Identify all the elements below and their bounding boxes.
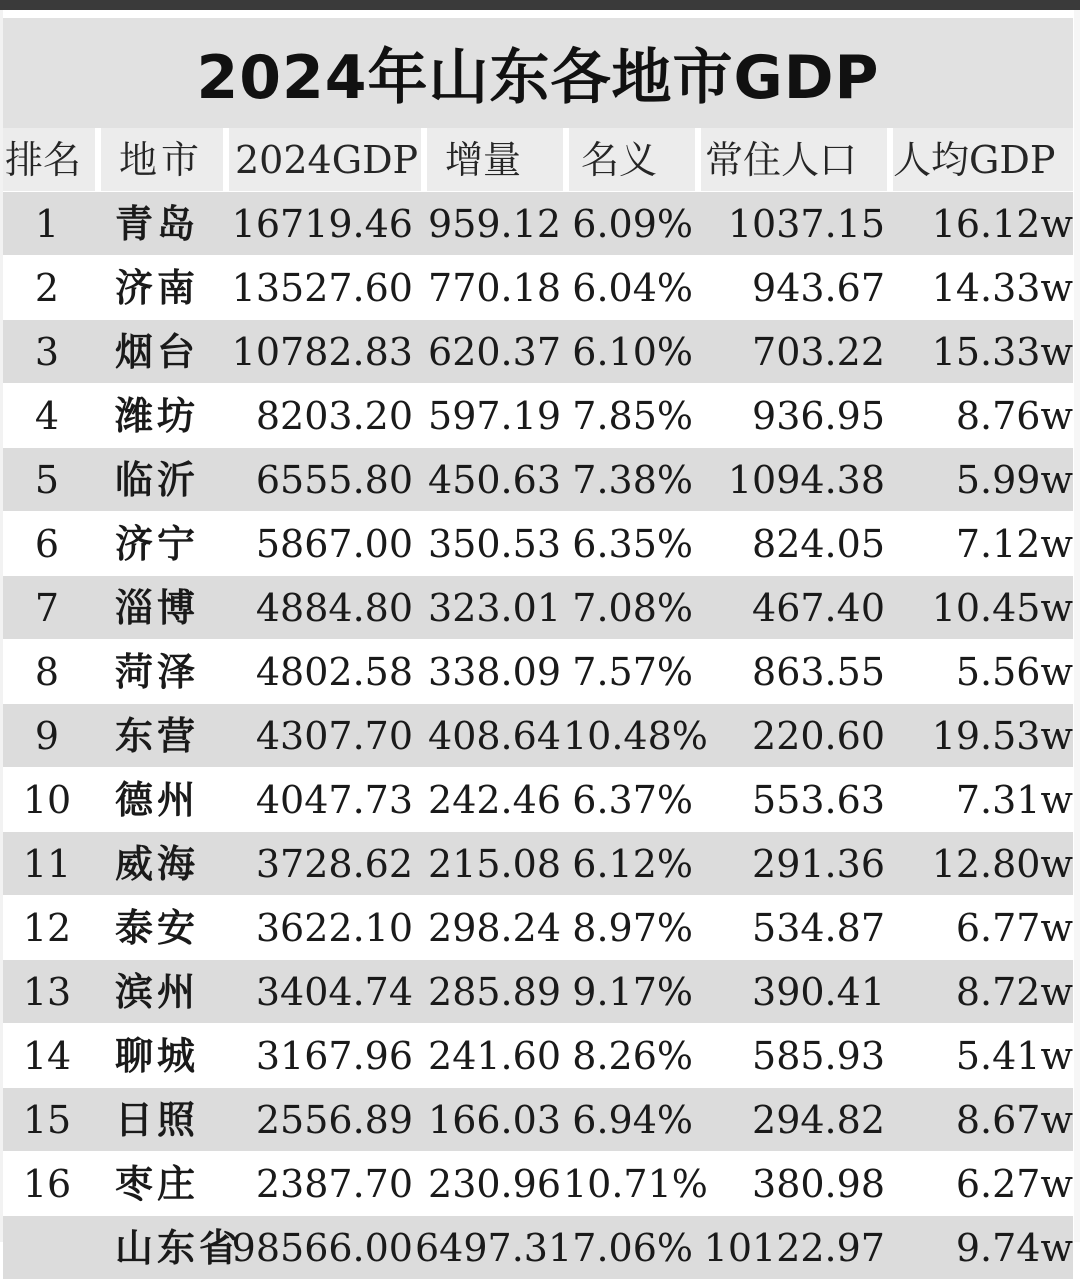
cell-city: 聊城 [115, 1034, 200, 1078]
cell-city: 临沂 [115, 458, 200, 502]
table-row [3, 448, 1073, 512]
cell-population: 220.60 [752, 714, 885, 758]
cell-city: 日照 [115, 1098, 200, 1142]
table-body [3, 192, 1073, 1216]
cell-rank [3, 1216, 91, 1280]
table-row [3, 192, 1073, 256]
table-row [3, 640, 1073, 704]
cell-city: 德州 [115, 778, 200, 822]
cell-per-capita: 15.33w [931, 330, 1073, 374]
cell-increment: 298.24 [428, 906, 561, 950]
table-row [3, 960, 1073, 1024]
cell-per-capita: 5.41w [955, 1034, 1073, 1078]
cell-increment: 620.37 [428, 330, 561, 374]
cell-rank: 10 [22, 778, 72, 822]
table-row [3, 1088, 1073, 1152]
header-divider [421, 128, 427, 192]
cell-population: 824.05 [752, 522, 885, 566]
cell-nominal: 10.71% [563, 1162, 708, 1206]
cell-rank: 4 [34, 394, 60, 438]
cell-city: 山东省 [115, 1226, 242, 1270]
cell-city: 青岛 [115, 202, 200, 246]
cell-increment: 770.18 [428, 266, 561, 310]
table-row [3, 512, 1073, 576]
cell-rank: 9 [34, 714, 60, 758]
cell-rank: 2 [34, 266, 60, 310]
cell-nominal: 7.38% [572, 458, 693, 502]
cell-nominal: 7.06% [572, 1226, 693, 1270]
cell-increment: 166.03 [428, 1098, 561, 1142]
cell-increment: 323.01 [428, 586, 561, 630]
cell-nominal: 6.04% [572, 266, 693, 310]
table-row [3, 576, 1073, 640]
cell-city: 东营 [115, 714, 200, 758]
cell-nominal: 6.37% [572, 778, 693, 822]
cell-gdp: 16719.46 [231, 202, 413, 246]
cell-rank: 5 [34, 458, 60, 502]
cell-per-capita: 6.27w [955, 1162, 1073, 1206]
cell-gdp: 4802.58 [255, 650, 413, 694]
cell-rank: 16 [22, 1162, 72, 1206]
cell-increment: 6497.31 [415, 1226, 573, 1270]
cell-population: 291.36 [752, 842, 885, 886]
cell-nominal: 6.10% [572, 330, 693, 374]
cell-per-capita: 19.53w [931, 714, 1073, 758]
cell-nominal: 6.09% [572, 202, 693, 246]
cell-gdp: 10782.83 [231, 330, 413, 374]
cell-gdp: 2387.70 [255, 1162, 413, 1206]
cell-increment: 242.46 [428, 778, 561, 822]
table-row-total [3, 1216, 1073, 1280]
table-row [3, 384, 1073, 448]
cell-population: 553.63 [752, 778, 885, 822]
cell-per-capita: 5.99w [955, 458, 1073, 502]
header-increment: 增量 [445, 138, 522, 182]
cell-rank: 12 [22, 906, 72, 950]
cell-gdp: 4307.70 [255, 714, 413, 758]
cell-nominal: 10.48% [563, 714, 708, 758]
cell-city: 淄博 [115, 586, 200, 630]
cell-population: 1037.15 [727, 202, 885, 246]
cell-increment: 285.89 [428, 970, 561, 1014]
cell-nominal: 9.17% [572, 970, 693, 1014]
cell-per-capita: 10.45w [931, 586, 1073, 630]
header-city: 地市 [119, 138, 204, 182]
table-row [3, 1024, 1073, 1088]
cell-city: 济宁 [115, 522, 200, 566]
cell-nominal: 7.57% [572, 650, 693, 694]
table-header-row [3, 128, 1073, 192]
cell-nominal: 7.08% [572, 586, 693, 630]
cell-rank: 3 [34, 330, 60, 374]
cell-gdp: 4884.80 [255, 586, 413, 630]
cell-gdp: 3404.74 [255, 970, 413, 1014]
cell-gdp: 98566.00 [231, 1226, 413, 1270]
header-divider [223, 128, 229, 192]
cell-per-capita: 6.77w [955, 906, 1073, 950]
cell-per-capita: 7.12w [955, 522, 1073, 566]
cell-gdp: 3167.96 [255, 1034, 413, 1078]
cell-city: 威海 [115, 842, 200, 886]
cell-nominal: 6.12% [572, 842, 693, 886]
cell-nominal: 8.26% [572, 1034, 693, 1078]
table-row [3, 896, 1073, 960]
cell-population: 380.98 [752, 1162, 885, 1206]
cell-gdp: 8203.20 [255, 394, 413, 438]
header-gdp: 2024GDP [235, 138, 419, 182]
cell-population: 943.67 [752, 266, 885, 310]
cell-per-capita: 8.76w [955, 394, 1073, 438]
cell-increment: 959.12 [428, 202, 561, 246]
cell-nominal: 6.94% [572, 1098, 693, 1142]
cell-per-capita: 12.80w [931, 842, 1073, 886]
table-row [3, 1152, 1073, 1216]
table-row [3, 768, 1073, 832]
cell-rank: 1 [34, 202, 60, 246]
cell-per-capita: 5.56w [955, 650, 1073, 694]
cell-population: 703.22 [752, 330, 885, 374]
header-divider [563, 128, 569, 192]
table-row [3, 320, 1073, 384]
cell-population: 585.93 [752, 1034, 885, 1078]
cell-rank: 6 [34, 522, 60, 566]
cell-gdp: 13527.60 [231, 266, 413, 310]
cell-population: 390.41 [752, 970, 885, 1014]
cell-population: 467.40 [752, 586, 885, 630]
cell-population: 294.82 [752, 1098, 885, 1142]
cell-per-capita: 7.31w [955, 778, 1073, 822]
cell-rank: 11 [22, 842, 72, 886]
cell-nominal: 7.85% [572, 394, 693, 438]
gdp-table [3, 128, 1073, 1280]
right-edge [1074, 10, 1080, 1242]
cell-gdp: 3622.10 [255, 906, 413, 950]
cell-rank: 8 [34, 650, 60, 694]
cell-city: 菏泽 [115, 650, 200, 694]
cell-increment: 230.96 [428, 1162, 561, 1206]
cell-population: 863.55 [752, 650, 885, 694]
header-nominal: 名义 [581, 138, 658, 182]
table-row [3, 704, 1073, 768]
cell-rank: 7 [34, 586, 60, 630]
cell-rank: 13 [22, 970, 72, 1014]
cell-per-capita: 9.74w [955, 1226, 1073, 1270]
header-per-capita: 人均GDP [893, 138, 1056, 182]
cell-increment: 215.08 [428, 842, 561, 886]
cell-gdp: 2556.89 [255, 1098, 413, 1142]
cell-city: 潍坊 [115, 394, 200, 438]
cell-gdp: 4047.73 [255, 778, 413, 822]
cell-increment: 408.64 [428, 714, 561, 758]
header-divider [695, 128, 701, 192]
cell-city: 滨州 [115, 970, 200, 1014]
top-bar [0, 0, 1080, 10]
cell-per-capita: 8.72w [955, 970, 1073, 1014]
cell-gdp: 6555.80 [255, 458, 413, 502]
cell-nominal: 6.35% [572, 522, 693, 566]
title-band [3, 18, 1073, 128]
cell-gdp: 3728.62 [255, 842, 413, 886]
cell-gdp: 5867.00 [255, 522, 413, 566]
cell-increment: 338.09 [428, 650, 561, 694]
cell-increment: 241.60 [428, 1034, 561, 1078]
cell-population: 936.95 [752, 394, 885, 438]
cell-per-capita: 8.67w [955, 1098, 1073, 1142]
cell-city: 枣庄 [115, 1162, 200, 1206]
cell-increment: 350.53 [428, 522, 561, 566]
cell-per-capita: 16.12w [931, 202, 1073, 246]
header-rank: 排名 [5, 138, 82, 182]
cell-per-capita: 14.33w [931, 266, 1073, 310]
table-row [3, 256, 1073, 320]
cell-rank: 14 [22, 1034, 72, 1078]
cell-increment: 597.19 [428, 394, 561, 438]
cell-population: 534.87 [752, 906, 885, 950]
header-population: 常住人口 [705, 138, 858, 182]
cell-city: 泰安 [115, 906, 200, 950]
cell-city: 烟台 [115, 330, 200, 374]
header-divider [95, 128, 101, 192]
cell-population: 10122.97 [703, 1226, 885, 1270]
page-title: 2024年山东各地市GDP [196, 43, 880, 113]
cell-nominal: 8.97% [572, 906, 693, 950]
cell-rank: 15 [22, 1098, 72, 1142]
cell-city: 济南 [115, 266, 200, 310]
cell-increment: 450.63 [428, 458, 561, 502]
table-row [3, 832, 1073, 896]
cell-population: 1094.38 [727, 458, 885, 502]
